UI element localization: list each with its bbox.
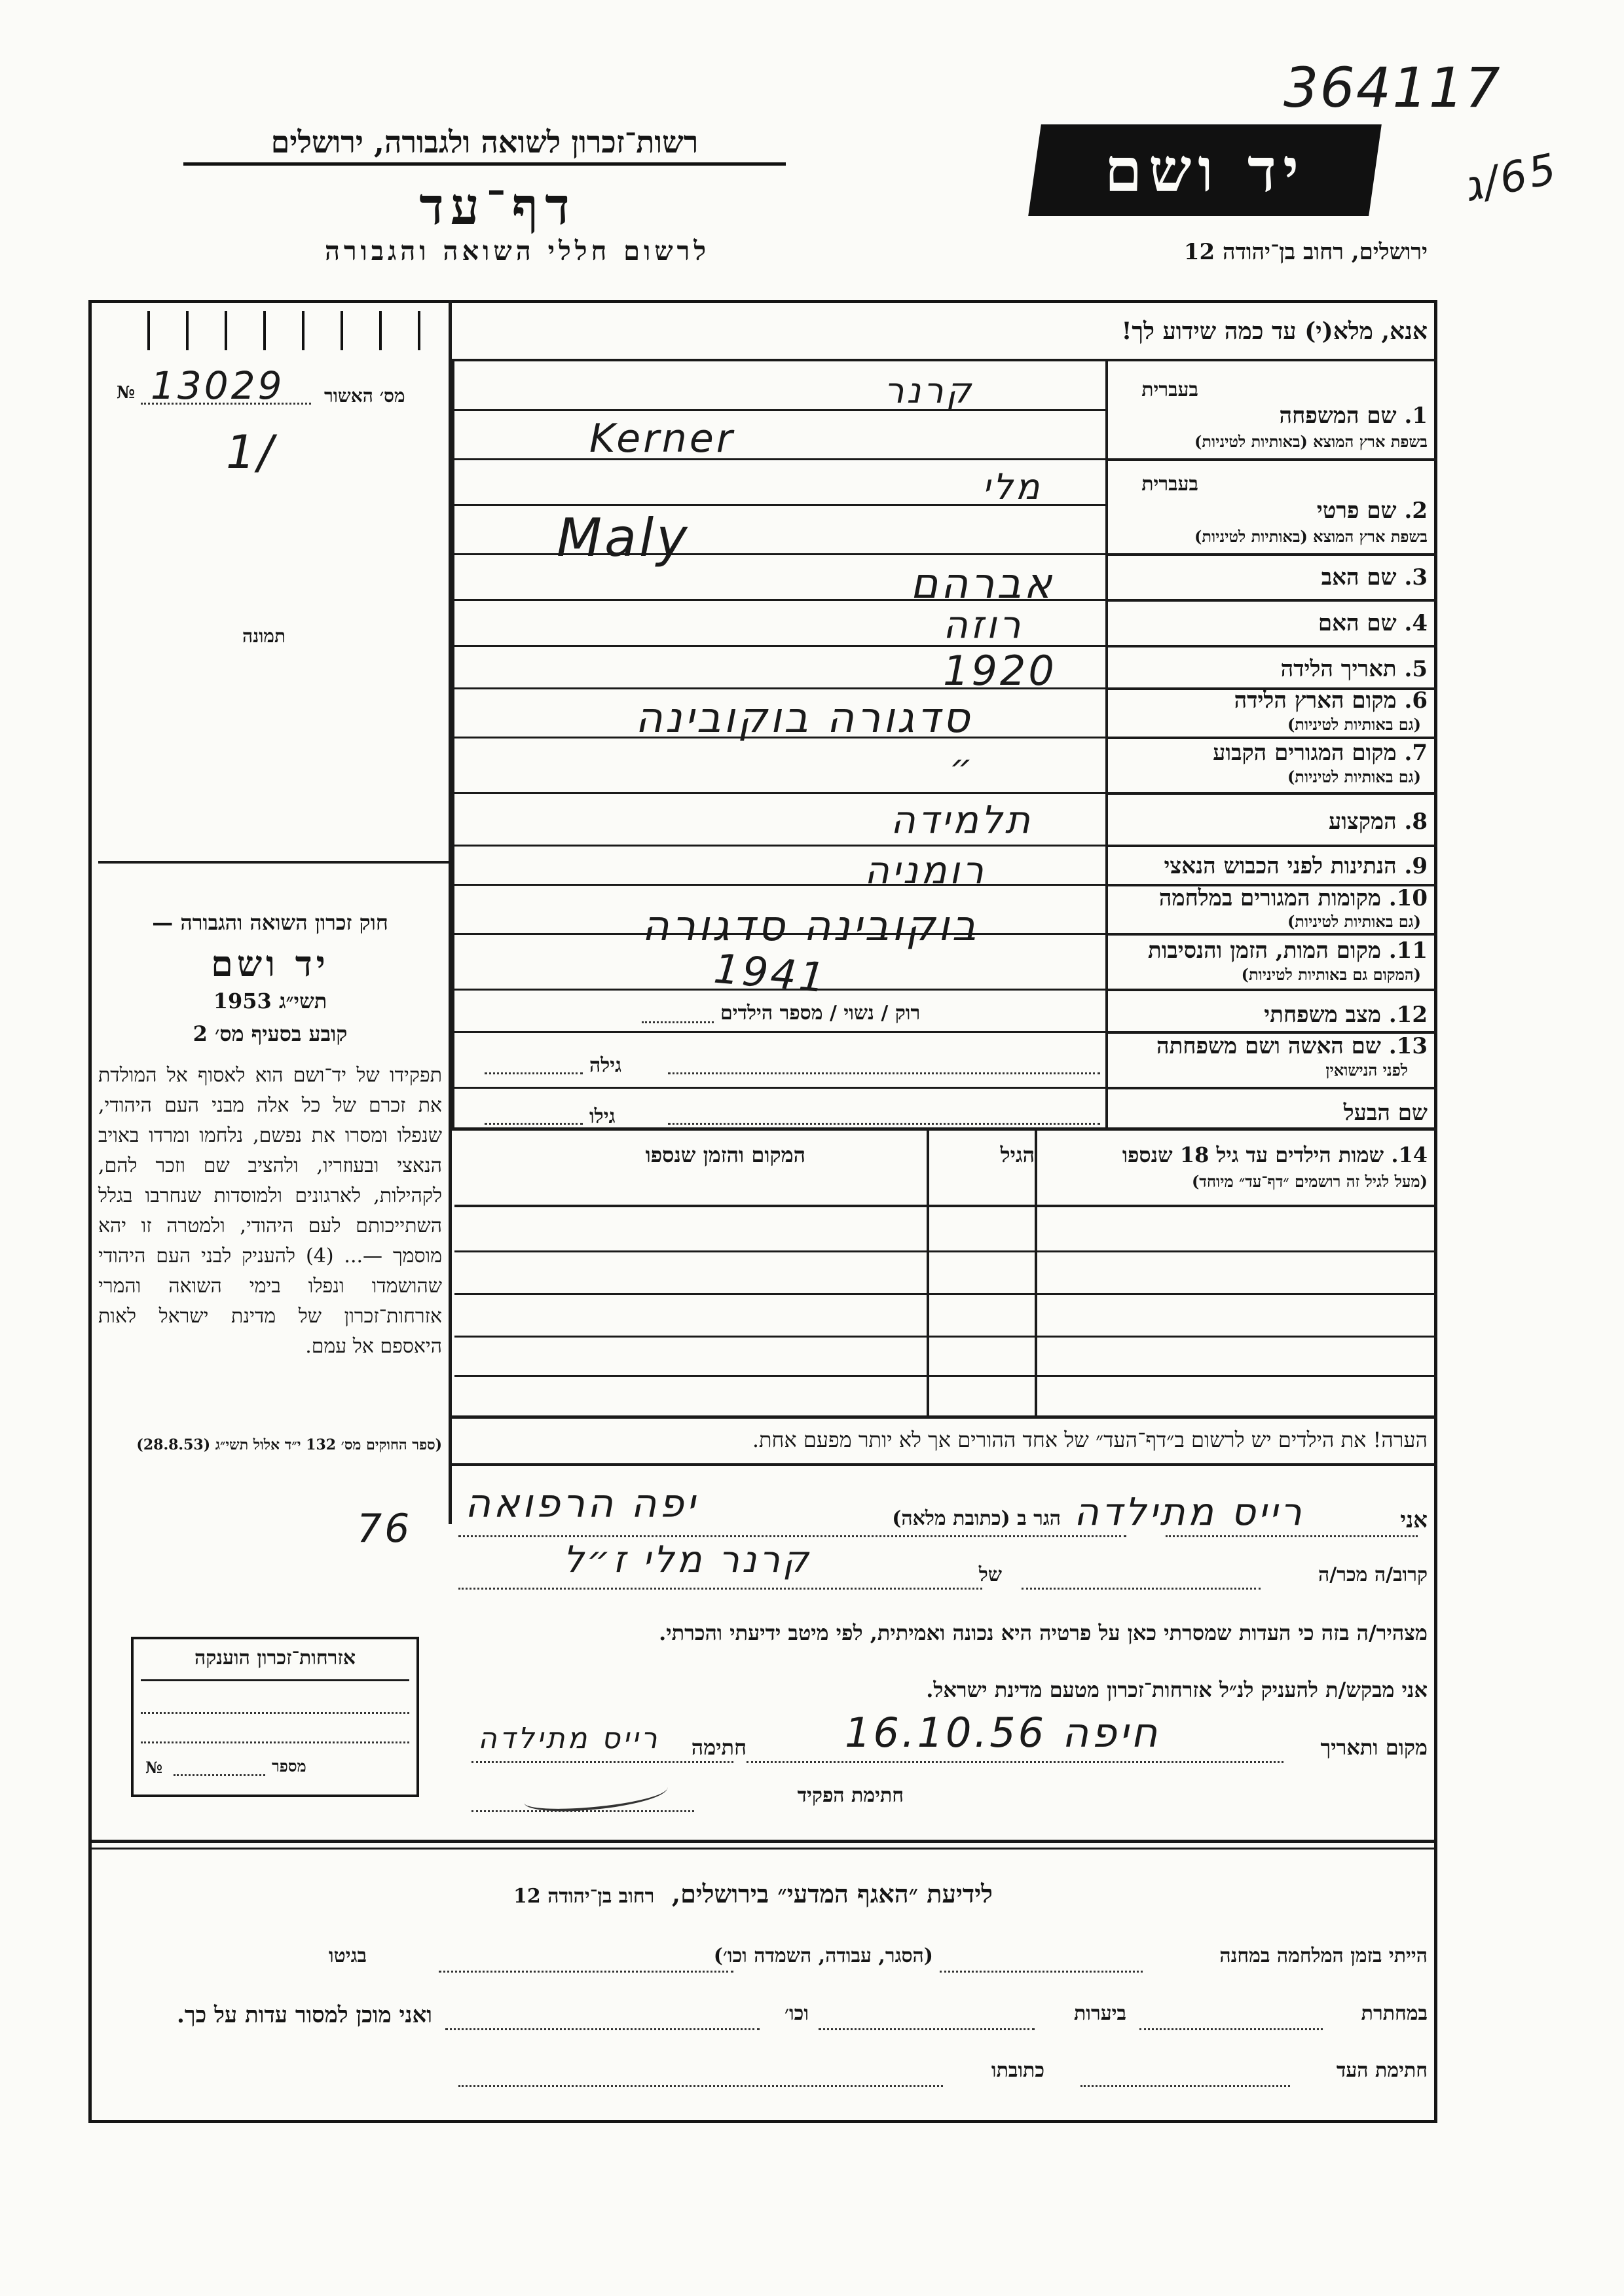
margin-number: 76 [357, 1506, 413, 1552]
footer-line3-a: חתימת העד [1336, 2059, 1428, 2082]
citizenship-no: № [145, 1758, 163, 1777]
in-hebrew-1: בעברית [1141, 378, 1198, 401]
residence: ״ [950, 746, 975, 788]
in-hebrew-2: בעברית [1141, 473, 1198, 496]
request-text: אני מבקש/ת להעניק לנ״ל אזרחות־זכרון מטעם מדינת ישראל. [926, 1677, 1428, 1702]
footer-line2-a: במחתרת [1361, 2002, 1428, 2025]
field-6-sub: (גם באותיות לטיניות) [1287, 715, 1421, 734]
signature-value: רייס מתילדה [478, 1722, 660, 1755]
field-7-label: 7. מקום המגורים הקבוע [1213, 740, 1428, 766]
citizenship-number-label: מספר [272, 1757, 306, 1776]
field-12-label: 12. מצב משפחתי [1264, 1002, 1428, 1028]
footer-line3-b: כתובתו [991, 2059, 1044, 2082]
field-3-label: 3. שם האב [1321, 564, 1428, 591]
authority-name: רשות־זכרון לשואה ולגבורה, ירושלים [183, 124, 786, 166]
field-10-sub: (גם באותיות לטיניות) [1287, 912, 1421, 931]
field-9-label: 9. הנתינות לפני הכבוש הנאצי [1164, 853, 1428, 879]
field-2-label: 2. שם פרטי [1316, 498, 1428, 524]
photo-label: תמונה [242, 625, 286, 647]
death-year: 1941 [712, 944, 830, 1002]
place-date-value: חיפה 16.10.56 [845, 1709, 1160, 1757]
first-name-latin: Maly [557, 507, 690, 568]
clerk-signature-label: חתימת הפקיד [797, 1784, 904, 1807]
field-8-label: 8. המקצוע [1328, 809, 1428, 835]
law-citation: (ספר החוקים מס׳ 132 י״ד אלול תשי״ג (28.8.53) [136, 1436, 442, 1453]
mother-name: רוזה [943, 602, 1024, 647]
header-address: ירושלים, רחוב בן־יהודה 12 [1183, 239, 1428, 265]
wife-age-label: גילה [589, 1054, 622, 1077]
husband-age-label: גילו [589, 1105, 616, 1128]
declarant-address: יפה הרפואה [465, 1481, 698, 1527]
law-clause: קובע בסעיף מס׳ 2 [193, 1021, 348, 1046]
form-purpose: לרשום חללי השואה והגבורה [324, 236, 710, 266]
surname-latin: Kerner [589, 416, 735, 462]
place-date-label: מקום ותאריך [1320, 1735, 1428, 1760]
intro-text: אנא, מלא(י) עד כמה שידוע לך! [1121, 318, 1428, 345]
surname-hebrew: קרנר [884, 370, 974, 411]
field-7-sub: (גם באותיות לטיניות) [1287, 767, 1421, 786]
birth-place: סדגורה בוקובינה [635, 694, 972, 742]
field-11-label: 11. מקום המות, הזמן והנסיבות [1147, 938, 1428, 964]
field-1-label: 1. שם המשפחה [1279, 403, 1428, 429]
field-5-label: 5. תאריך הלידה [1280, 656, 1428, 682]
citizenship-title: אזרחות־זכרון הוענקה [194, 1647, 356, 1669]
children-place-header: המקום והזמן שנספו [645, 1142, 805, 1167]
approval-suffix: 1/ [226, 426, 276, 479]
field-2-sub: בשפת ארץ המוצא (באותיות לטיניות) [1194, 527, 1428, 546]
declarant-resides: הגר ב (כתובת מלאה) [892, 1507, 1061, 1530]
first-name-hebrew: מלי [982, 466, 1043, 507]
field-10-label: 10. מקומות המגורים במלחמה [1158, 885, 1428, 911]
field-11-sub: (המקום גם באותיות לטיניות) [1241, 965, 1421, 984]
law-body: תפקידו של יד־ושם הוא לאסוף אל המולדת את זכרם של כל אלה מבני העם היהודי, שנפלו ומסרו את נפשם, נלחמו ומרדו באויב הנאצי ובעוזריו, ולהציב שם וזכר להם, לקהילות, לארגונים ולמוסדות שנחרבו בגלל השתייכותם לעם היהודי, ולמטרה זו יהא מוסמך —... (4) להעניק לבני העם היהודי שהושמדו ונפלו בימי השואה והמרי אזרחות־זכרון של מדינת ישראל לאות היאספם אל עמם. [98, 1064, 442, 1358]
footer-line2-c: וכו׳ [784, 2002, 809, 2025]
of-value: קרנר מלי ז״ל [563, 1539, 811, 1581]
birth-date: 1920 [943, 647, 1057, 695]
declarant-name: רייס מתילדה [1074, 1489, 1304, 1534]
footer-line1-b: (הסגר, עבודה, השמדה וכו׳) [713, 1944, 933, 1967]
logo-text: יד ושם [1104, 135, 1306, 206]
children-age-header: הגיל [1000, 1142, 1035, 1167]
declaration-text: מצהיר/ה בזה כי העדות שמסרתי כאן על פרטיה היא נכונה ואמיתית, לפי מיטב ידיעתי והכרתי. [659, 1620, 1428, 1645]
law-year: תשי״ג 1953 [213, 989, 327, 1013]
note-text: הערה! את הילדים יש לרשום ב״דף־העד״ של אחד ההורים אך לא יותר מפעם אחת. [752, 1427, 1428, 1452]
of-label: של [978, 1563, 1002, 1586]
husband-name-label: שם הבעל [1343, 1100, 1428, 1126]
approval-number: 13029 [151, 363, 285, 408]
field-1-sub: בשפת ארץ המוצא (באותיות לטיניות) [1194, 432, 1428, 451]
footer-line1-a: הייתי בזמן המלחמה במחנה [1219, 1944, 1428, 1967]
marital-status: רוק / נשוי / מספר הילדים [720, 1002, 921, 1025]
relation-label: קרוב/ה מכר/ה [1318, 1563, 1428, 1586]
form-title: דף־עד [419, 177, 576, 236]
footer-line2-b: ביערות [1073, 2002, 1126, 2025]
wartime-residence: בוקובינה סדגורה [642, 902, 979, 951]
occupation: תלמידה [891, 797, 1033, 842]
footer-line1-c: בגיטו [328, 1944, 367, 1967]
father-name: אברהם [910, 560, 1055, 608]
children-header: 14. שמות הילדים עד גיל 18 שנספו [1122, 1142, 1428, 1167]
signature-label: חתימה [691, 1735, 747, 1760]
field-6-label: 6. מקום הארץ הלידה [1234, 687, 1428, 714]
field-13-sub: לפני הנישואין [1325, 1061, 1408, 1080]
approval-prefix: № [117, 383, 136, 403]
declarant-prefix: אני [1400, 1507, 1428, 1533]
children-sub: (מעל לגיל זה רושמים ״דף־עד״ מיוחד) [1191, 1172, 1428, 1191]
nationality: רומניה [864, 848, 987, 892]
field-4-label: 4. שם האם [1318, 610, 1428, 636]
archive-number: 364117 [1283, 56, 1502, 120]
footer-heading: לידיעת ״האגף המדעי״ בירושלים, רחוב בן־יהודה 12 [513, 1879, 993, 1908]
law-title: חוק זכרון השואה והגבורה — [152, 910, 388, 935]
footer-line2-d: ואני מוכן למסור עדות על כך. [177, 2002, 432, 2028]
logo [1028, 124, 1382, 216]
approval-label: מס׳ האשור [324, 385, 405, 407]
file-code: 65/ג [1459, 144, 1563, 212]
field-13-label: 13. שם האשה ושם משפחתה [1156, 1033, 1428, 1059]
law-name: יד ושם [211, 943, 329, 985]
approval-ticks [111, 311, 426, 350]
